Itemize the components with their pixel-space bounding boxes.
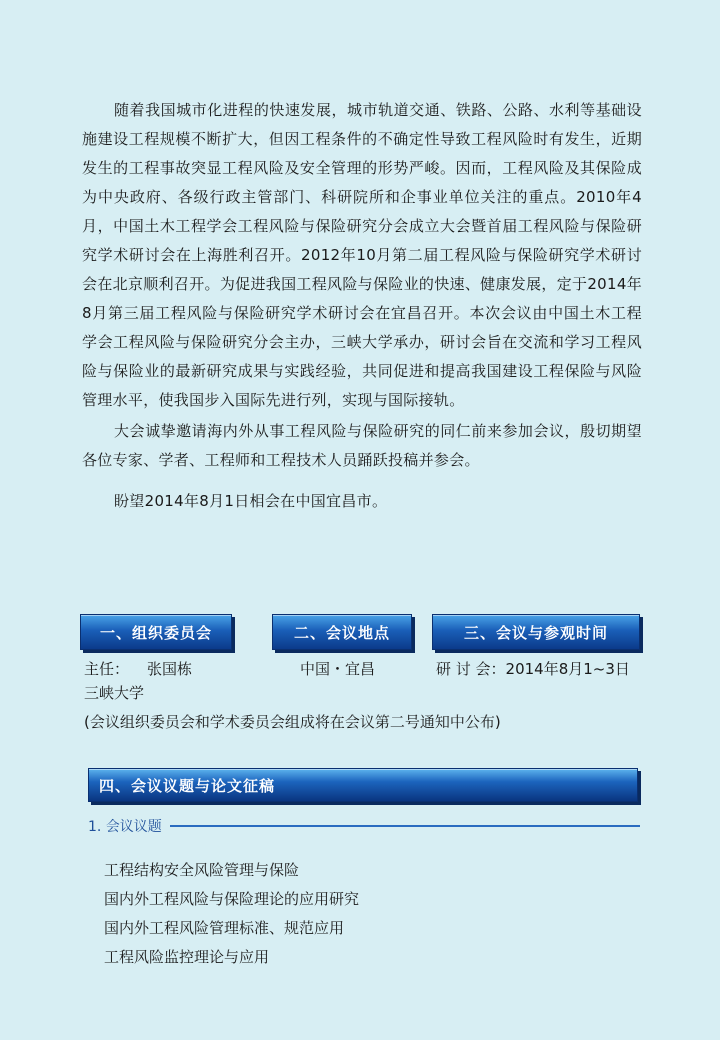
- committee-university: 三峡大学: [84, 684, 145, 702]
- intro-text: [82, 96, 642, 516]
- topics-list: [104, 856, 359, 972]
- venue-text: 中国・宜昌: [300, 660, 376, 678]
- intro-paragraph-3: 盼望2014年8月1日相会在中国宜昌市。: [114, 492, 388, 510]
- divider-line: [170, 825, 640, 827]
- schedule-text: 研 讨 会：2014年8月1~3日: [436, 660, 630, 678]
- committee-note: (会议组织委员会和学术委员会组成将在会议第二号通知中公布): [84, 713, 501, 731]
- intro-paragraph-2: 大会诚挚邀请海内外从事工程风险与保险研究的同仁前来参加会议，殷切期望各位专家、学者、工程师和工程技术人员踊跃投稿并参会。: [82, 422, 642, 469]
- topic-item: 工程结构安全风险管理与保险: [104, 861, 300, 879]
- intro-paragraph-1: 随着我国城市化进程的快速发展，城市轨道交通、铁路、公路、水利等基础设施建设工程规模不断扩大，但因工程条件的不确定性导致工程风险时有发生，近期发生的工程事故突显工程风险及安全管理的形势严峻。因而，工程风险及其保险成为中央政府、各级行政主管部门、科研院所和企事业单位关注的重点。2010年4月，中国土木工程学会工程风险与保险研究分会成立大会暨首届工程风险与保险研究学术研讨会在上海胜利召开。2012年10月第二届工程风险与保险研究学术研讨会在北京顺利召开。为促进我国工程风险与保险业的快速、健康发展，定于2014年8月第三届工程风险与保险研究学术研讨会在宜昌召开。本次会议由中国土木工程学会工程风险与保险研究分会主办，三峡大学承办，研讨会旨在交流和学习工程风险与保险业的最新研究成果与实践经验，共同促进和提高我国建设工程保险与风险管理水平，使我国步入国际先进行列，实现与国际接轨。: [82, 101, 642, 409]
- chair-name: 张国栋: [147, 660, 193, 678]
- section-banner-topics: 四、会议议题与论文征稿: [88, 768, 638, 802]
- section-banner-venue: 二、会议地点: [272, 614, 412, 650]
- topic-item: 国内外工程风险与保险理论的应用研究: [104, 890, 360, 908]
- section-banner-committee: 一、组织委员会: [80, 614, 232, 650]
- topics-subheading-label: 1. 会议议题: [88, 819, 162, 835]
- topic-item: 工程风险监控理论与应用: [104, 948, 270, 966]
- committee-chair: [84, 657, 192, 681]
- chair-label: 主任：: [84, 660, 130, 678]
- topic-item: 国内外工程风险管理标准、规范应用: [104, 919, 345, 937]
- section-banner-time: 三、会议与参观时间: [432, 614, 640, 650]
- topics-subheading: [88, 816, 640, 836]
